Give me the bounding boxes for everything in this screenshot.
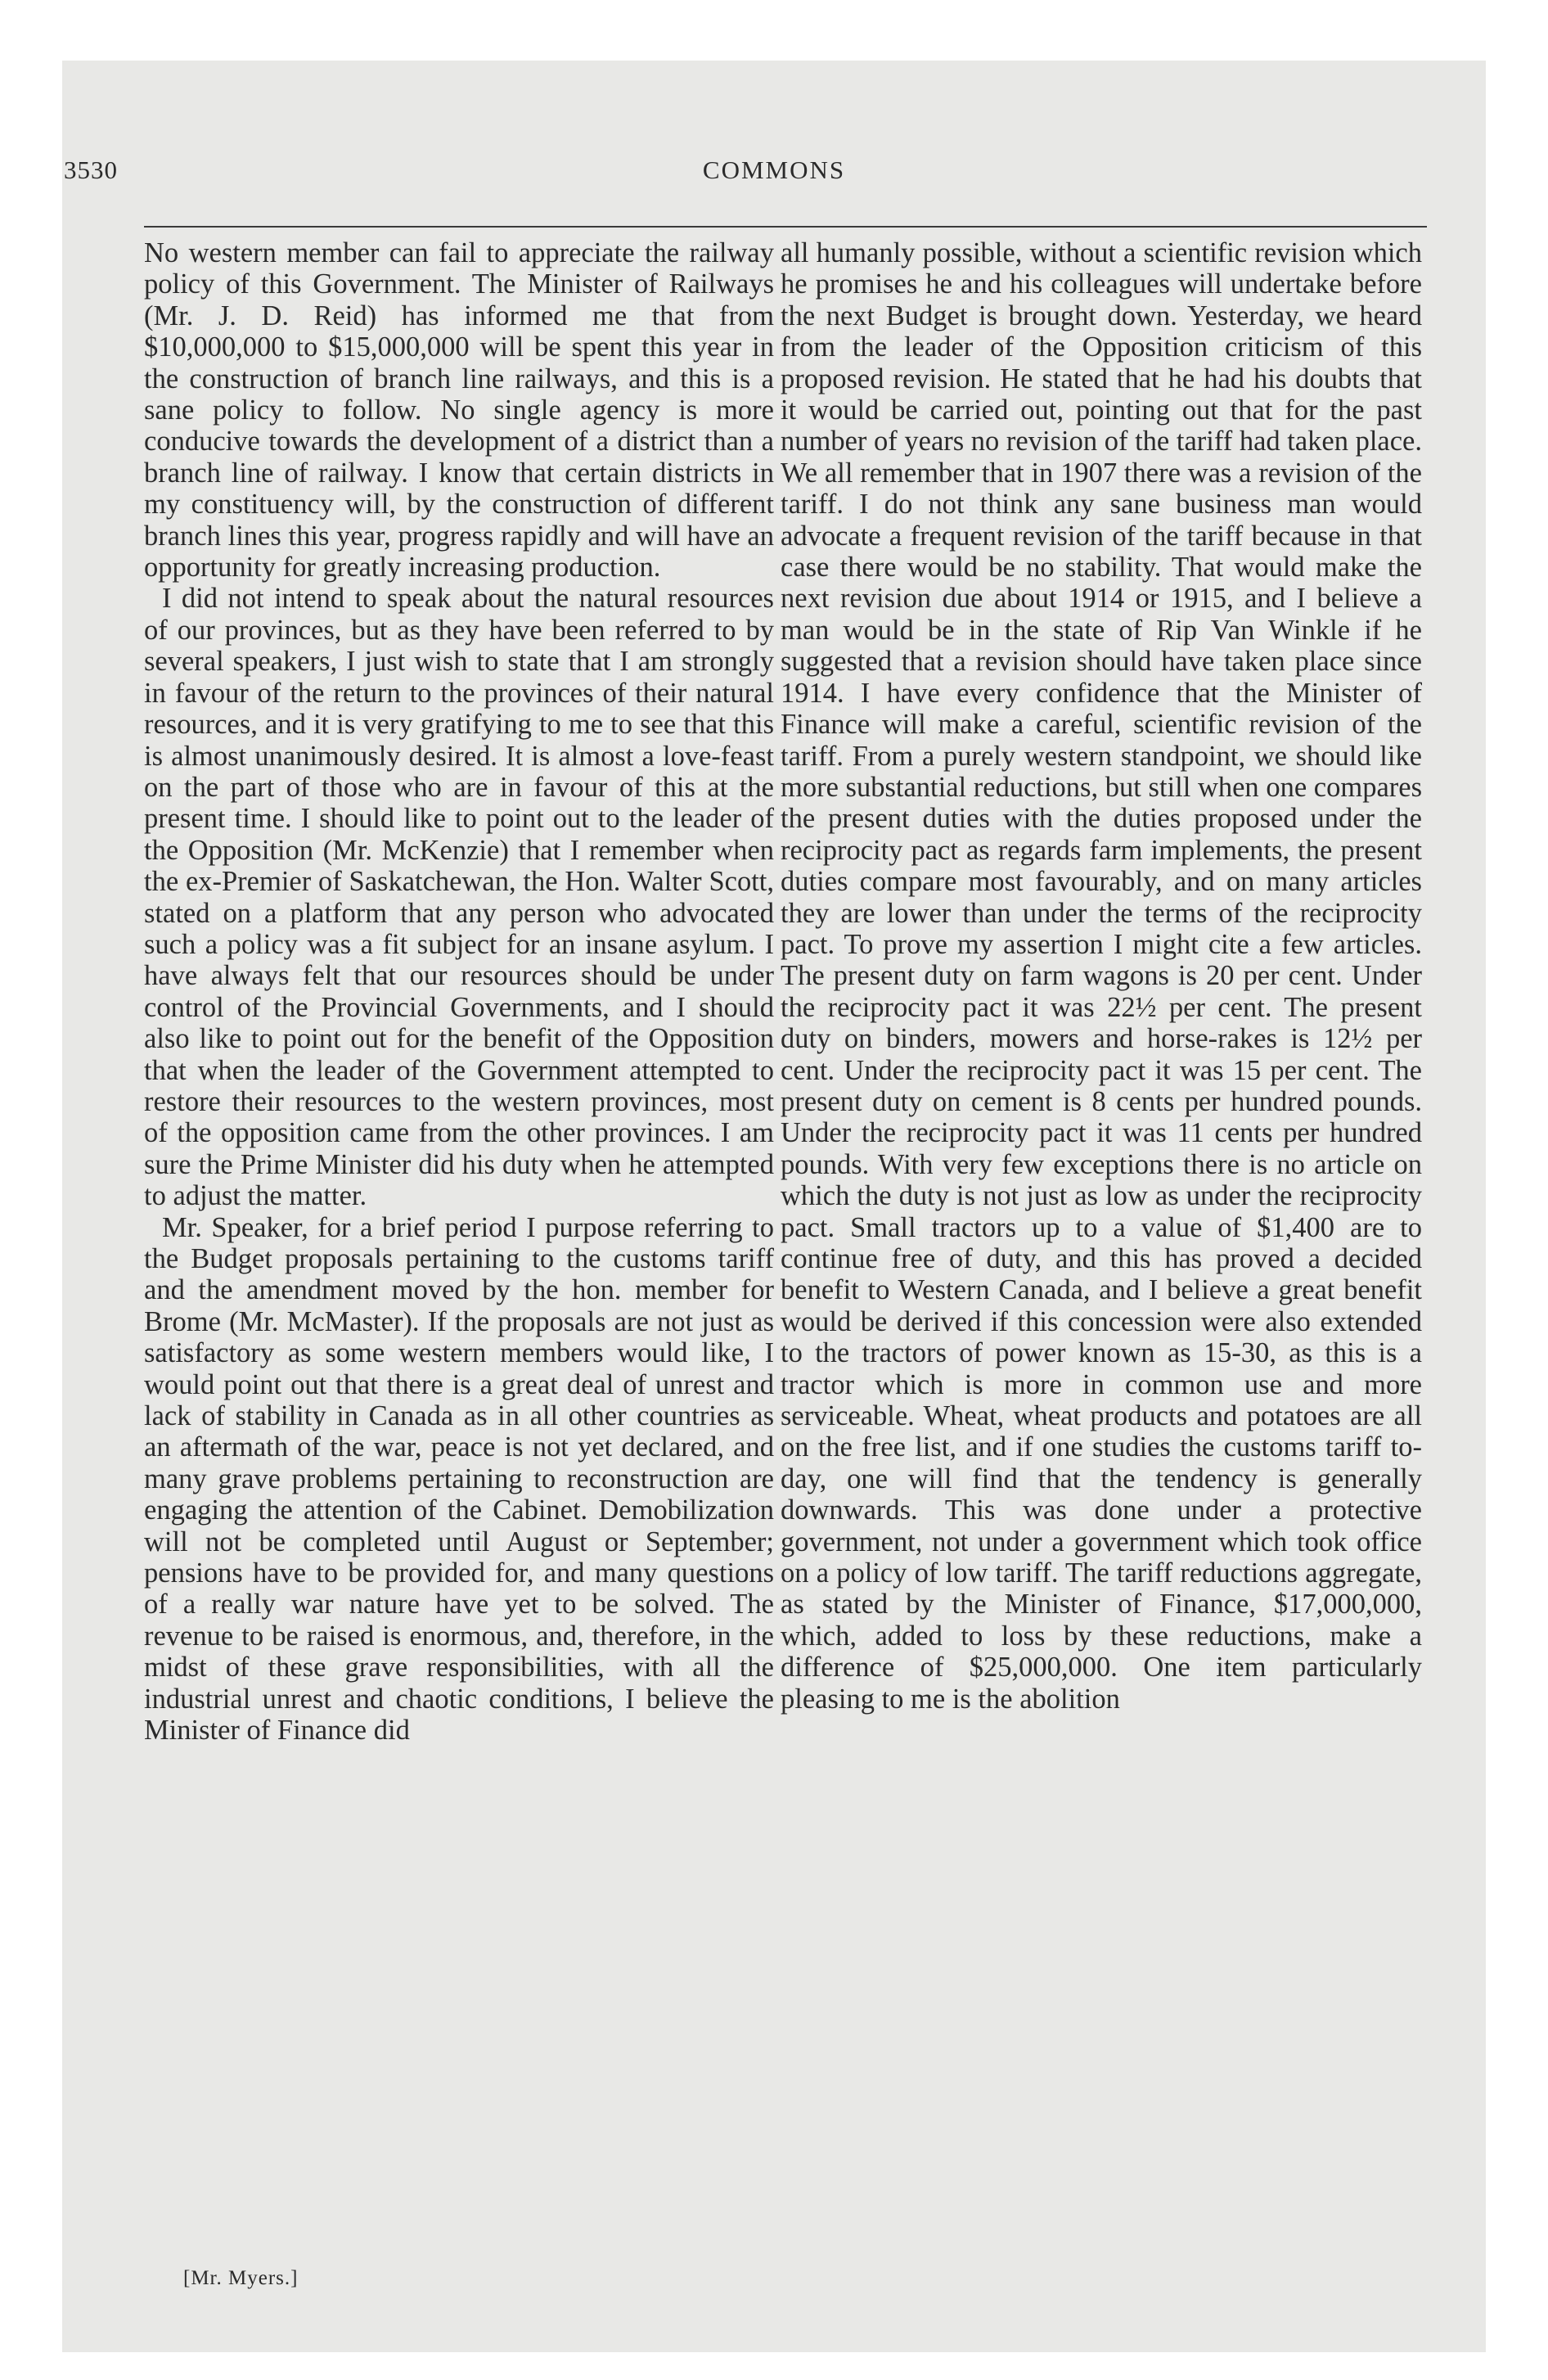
running-head: COMMONS [702, 156, 846, 184]
left-column [144, 237, 774, 1747]
paragraph: all humanly possible, without a scientific revision which he promises he and his colleagues will undertake before the next Budget is brought down. Yesterday, we heard from the leader of the Opposition criticism of this proposed revision. He stated that he had his doubts that it would be carried out, pointing out that for the past number of years no revision of the tariff had taken place. We all remember that in 1907 there was a revision of the tariff. I do not think any sane business man would advocate a frequent revision of the tariff because in that case there would be no stability. That would make the next revision due about 1914 or 1915, and I believe a man would be in the state of Rip Van Winkle if he suggested that a revision should have taken place since 1914. I have every confidence that the Minister of Finance will make a careful, scientific revision of the tariff. From a purely western standpoint, we should like more substantial reductions, but still when one compares the present duties with the duties proposed under the reciprocity pact as regards farm implements, the present duties compare most favourably, and on many articles they are lower than under the terms of the reciprocity pact. To prove my assertion I might cite a few articles. The present duty on farm wagons is 20 per cent. Under the reciprocity pact it was 22½ per cent. The present duty on binders, mowers and horse-rakes is 12½ per cent. Under the reciprocity pact it was 15 per cent. The present duty on cement is 8 cents per hundred pounds. Under the reciprocity pact it was 11 cents per hundred pounds. With very few exceptions there is no article on which the duty is not just as low as under the reciprocity pact. Small tractors up to a value of $1,400 are to continue free of duty, and this has proved a decided benefit to Western Canada, and I believe a great benefit would be derived if this concession were also extended to the tractors of power known as 15-30, as this is a tractor which is more in common use and more serviceable. Wheat, wheat products and potatoes are all on the free list, and if one studies the customs tariff to-day, one will find that the tendency is generally downwards. This was done under a protective government, not under a government which took office on a policy of low tariff. The tariff reductions aggregate, as stated by the Minister of Finance, $17,000,000, which, added to loss by these reductions, make a difference of $25,000,000. One item particularly pleasing to me is the abolition [781, 237, 1422, 1715]
speaker-tag: [Mr. Myers.] [183, 2267, 299, 2289]
paragraph: No western member can fail to appreciate the railway policy of this Government. The Minister of Railways (Mr. J. D. Reid) has informed me that from $10,000,000 to $15,000,000 will be spent this year in the construction of branch line railways, and this is a sane policy to follow. No single agency is more conducive towards the development of a district than a branch line of railway. I know that certain districts in my constituency will, by the construction of different branch lines this year, progress rapidly and will have an opportunity for greatly increasing production. [144, 237, 774, 584]
paragraph: I did not intend to speak about the natural resources of our provinces, but as they have been referred to by several speakers, I just wish to state that I am strongly in favour of the return to the provinces of their natural resources, and it is very gratifying to me to see that this is almost unanimously desired. It is almost a love-feast on the part of those who are in favour of this at the present time. I should like to point out to the leader of the Opposition (Mr. McKenzie) that I remember when the ex-Premier of Saskatchewan, the Hon. Walter Scott, stated on a platform that any person who advocated such a policy was a fit subject for an insane asylum. I have always felt that our resources should be under control of the Provincial Governments, and I should also like to point out for the benefit of the Opposition that when the leader of the Government attempted to restore their resources to the western provinces, most of the opposition came from the other provinces. I am sure the Prime Minister did his duty when he attempted to adjust the matter. [144, 583, 774, 1212]
header-rule [144, 226, 1427, 228]
right-column [781, 237, 1422, 1715]
paragraph: Mr. Speaker, for a brief period I purpose referring to the Budget proposals pertaining to the customs tariff and the amendment moved by the hon. member for Brome (Mr. McMaster). If the proposals are not just as satisfactory as some western members would like, I would point out that there is a great deal of unrest and lack of stability in Canada as in all other countries as an aftermath of the war, peace is not yet declared, and many grave problems pertaining to reconstruction are engaging the attention of the Cabinet. Demobilization will not be completed until August or September; pensions have to be provided for, and many questions of a really war nature have yet to be solved. The revenue to be raised is enormous, and, therefore, in the midst of these grave responsibilities, with all the industrial unrest and chaotic conditions, I believe the Minister of Finance did [144, 1211, 774, 1747]
page-number: 3530 [64, 156, 118, 184]
